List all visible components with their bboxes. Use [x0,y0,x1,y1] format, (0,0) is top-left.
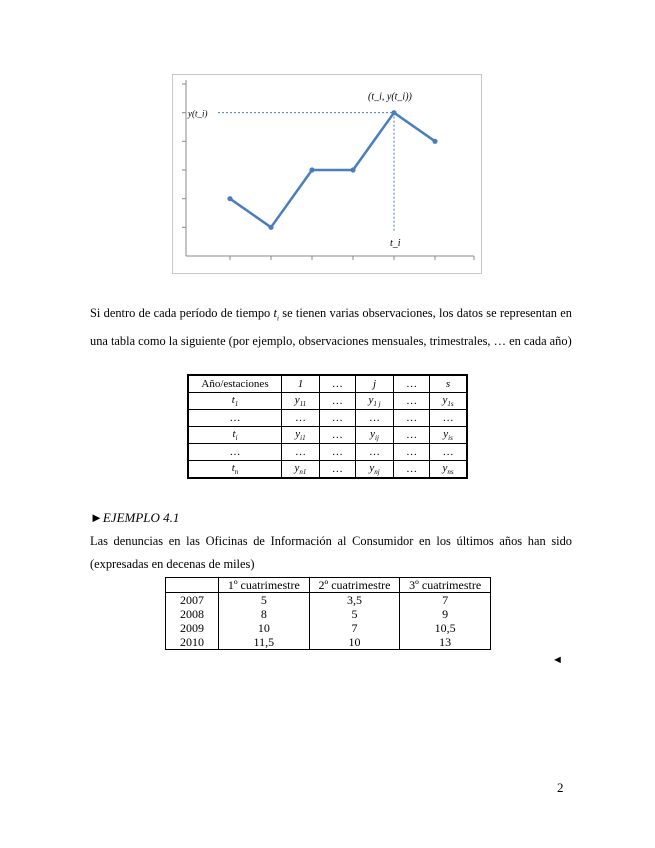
year-cell: 2010 [166,635,219,650]
cell-subscript: ns [447,468,454,477]
data-point [391,110,396,115]
cell-symbol: t [232,427,236,440]
table-row [188,444,467,461]
page-number: 2 [557,780,564,795]
variable-t-sub: i [277,314,279,323]
paragraph-intro [90,302,572,353]
cell-symbol: y [369,461,375,474]
table-cell: 3,5 [309,593,400,608]
cell-subscript: i1 [300,434,306,443]
variable-t-base: t [273,306,277,320]
table-cell: 9 [400,607,491,621]
table-cell: 8 [219,607,310,621]
table-cell [394,444,430,461]
cell-symbol: … [369,412,381,424]
year-cell: 2009 [166,621,219,635]
cell-symbol: y [370,427,376,440]
cell-subscript: 1 j [373,400,381,409]
series-line [230,113,435,228]
table-header-cell: 1º cuatrimestre [219,578,310,593]
table-cell [282,393,320,410]
table-cell [188,444,282,461]
cell-subscript: 11 [299,400,307,409]
table-header-row [188,375,467,393]
example-text: Las denuncias en las Oficinas de Información al Consumidor en los últimos años han sido (expresadas en decenas de miles) [90,534,572,571]
table-cell [319,444,355,461]
x-value-label: t_i [390,238,401,249]
cell-symbol: y [442,393,448,406]
table-header-cell [166,578,219,593]
table-cell [394,410,430,427]
cell-subscript: n1 [299,468,307,477]
data-point [268,225,273,230]
table-cell: 11,5 [219,635,310,650]
cell-symbol: … [229,446,241,458]
cell-symbol: … [229,412,241,424]
table-row [188,461,467,479]
table-row [166,621,491,635]
table-cell [319,410,355,427]
table-cell [394,427,430,444]
table-row [166,593,491,608]
complaints-table [165,577,491,650]
cell-subscript: ij [375,434,379,443]
chart-labels [187,92,413,249]
example-end-marker: ◄ [552,654,563,666]
table-cell [430,427,467,444]
table-cell [430,410,467,427]
paragraph-intro-before: Si dentro de cada período de tiempo [90,306,274,320]
table-cell [282,410,320,427]
year-cell: 2007 [166,593,219,608]
table-cell [430,444,467,461]
data-point [350,167,355,172]
table-cell [188,427,282,444]
chart-series [227,110,437,230]
cell-symbol: y [295,427,301,440]
chart-svg [172,74,482,274]
data-point [227,196,232,201]
table-row [188,427,467,444]
table-cell [282,444,320,461]
year-cell: 2008 [166,607,219,621]
table-cell [188,410,282,427]
cell-symbol: … [331,412,343,424]
data-point [309,167,314,172]
cell-symbol: … [331,395,343,407]
example-heading: ►EJEMPLO 4.1 [90,510,180,525]
cell-symbol: y [442,461,448,474]
cell-subscript: 1s [447,400,454,409]
cell-symbol: … [294,446,306,458]
table-cell: 10 [309,635,400,650]
cell-subscript: 1 [234,400,239,409]
table-header-cell: 1 [282,375,320,393]
cell-symbol: … [369,446,381,458]
table-cell [430,461,467,479]
table-header-cell: 3º cuatrimestre [400,578,491,593]
cell-symbol: … [406,412,418,424]
table-cell [394,393,430,410]
table-cell: 10,5 [400,621,491,635]
table-header-cell: j [355,375,393,393]
table-cell: 13 [400,635,491,650]
table-cell [282,427,320,444]
cell-symbol: y [294,393,300,406]
table-row [166,607,491,621]
table-header-cell: Año/estaciones [188,375,282,393]
table-header-cell: … [394,375,430,393]
generic-data-table [187,374,468,479]
table-cell: 5 [219,593,310,608]
cell-subscript: nj [374,468,380,477]
table-row [166,635,491,650]
table-cell: 10 [219,621,310,635]
table-cell [355,410,393,427]
table-cell [319,427,355,444]
cell-symbol: … [331,463,343,475]
table-cell [355,461,393,479]
cell-symbol: y [443,427,449,440]
table-cell: 7 [400,593,491,608]
cell-symbol: t [231,461,235,474]
cell-symbol: … [406,395,418,407]
table-cell [188,461,282,479]
table-header-cell: … [319,375,355,393]
cell-symbol: … [442,412,454,424]
table-cell: 7 [309,621,400,635]
highlight-point-label: (t_i, y(t_i)) [368,91,412,103]
cell-symbol: … [406,446,418,458]
chart-frame [173,75,482,274]
y-value-label: y(t_i) [188,108,208,119]
table-row [188,410,467,427]
table-cell [355,393,393,410]
time-series-chart [172,74,482,274]
table-cell [282,461,320,479]
table-cell [394,461,430,479]
paragraph-intro-after: se tienen varias observaciones, los datos se representan en una tabla como la siguiente (por ejemplo, observaciones mensuales, trimestrales, … en cada año) [90,306,572,349]
cell-symbol: … [406,463,418,475]
table-cell: 5 [309,607,400,621]
table-cell [355,444,393,461]
data-point [432,139,437,144]
cell-symbol: … [331,429,343,441]
cell-symbol: … [331,446,343,458]
cell-symbol: t [231,393,235,406]
cell-symbol: … [294,412,306,424]
table-cell [355,427,393,444]
cell-subscript: is [448,434,453,443]
table-cell [430,393,467,410]
chart-guides [218,113,394,232]
cell-subscript: n [234,468,239,477]
table-header-cell: s [430,375,467,393]
table-cell [319,461,355,479]
cell-symbol: y [368,393,374,406]
table-row [188,393,467,410]
cell-symbol: y [294,461,300,474]
cell-subscript: i [235,434,238,443]
cell-symbol: … [406,429,418,441]
table-header-cell: 2º cuatrimestre [309,578,400,593]
table-cell [188,393,282,410]
table-header-row [166,578,491,593]
cell-symbol: … [442,446,454,458]
table-cell [319,393,355,410]
